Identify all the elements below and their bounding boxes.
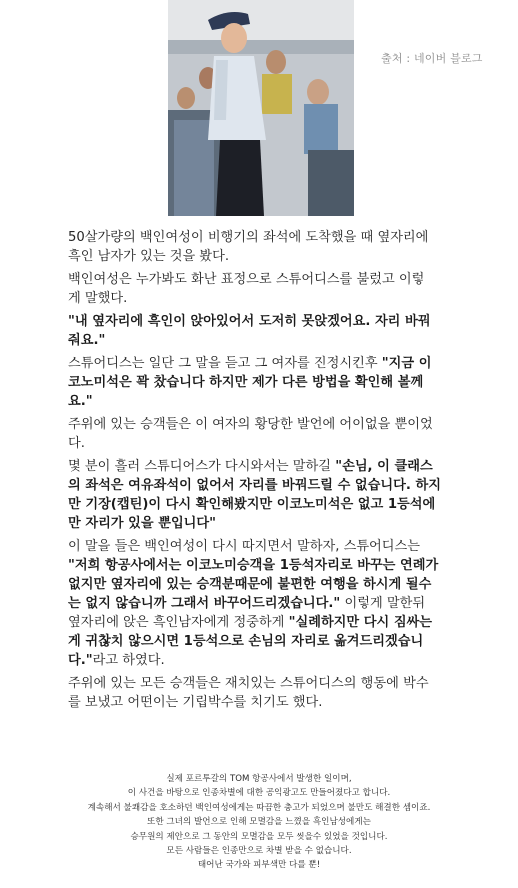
- story-line: 주위에 있는 승객들은 이 여자의 황당한 발언에 어이없을 뿐이었: [68, 417, 433, 432]
- story-quote: 코노미석은 꽉 찼습니다 하지만 제가 다른 방법을 확인해 볼께: [68, 375, 424, 390]
- story-quote: "실례하지만 다시 짐싸는: [288, 615, 433, 630]
- story-quote: 요.": [68, 394, 93, 409]
- story-quote: 없지만 옆자리에 있는 승객분때문에 불편한 여행을 하시게 될수: [68, 577, 432, 592]
- story-line: 이 말을 들은 백인여성이 다시 따지면서 말하자, 스튜어디스는: [68, 539, 421, 554]
- story-line: 흑인 남자가 있는 것을 봤다.: [68, 249, 230, 264]
- story-line: 주위에 있는 모든 승객들은 재치있는 스튜어디스의 행동에 박수: [68, 676, 429, 691]
- footer-note: [8, 772, 510, 873]
- story-line: 라고 하였다.: [92, 653, 165, 668]
- story-line: 몇 분이 흘러 스튜디어스가 다시와서는 말하길: [68, 459, 336, 474]
- story-quote: "지금 이: [381, 356, 432, 371]
- story-quote: "손님, 이 클래스: [335, 459, 433, 474]
- footer-line: 모든 사람들은 인종만으로 차별 받을 수 없습니다.: [166, 846, 352, 857]
- footer-line: 태어난 국가와 피부색만 다를 뿐!: [197, 860, 321, 871]
- story-line: 이렇게 말한뒤: [340, 596, 426, 611]
- story-paragraph: [68, 354, 502, 411]
- story-quote: 만 기장(캡틴)이 다시 확인해봤지만 이코노미석은 없고 1등석에: [68, 497, 436, 512]
- story-line: 를 보냈고 어떤이는 기립박수를 치기도 했다.: [68, 695, 323, 710]
- footer-line: 이 사건을 바탕으로 인종차별에 대한 공익광고도 만들어졌다고 합니다.: [127, 788, 391, 799]
- story-text: [68, 228, 502, 716]
- story-paragraph: [68, 228, 502, 266]
- story-quote: 줘요.": [68, 333, 106, 348]
- story-paragraph: [68, 312, 502, 350]
- story-quote: 만 자리가 있을 뿐입니다": [68, 516, 217, 531]
- story-quote: 다.": [68, 653, 93, 668]
- story-line: 게 말했다.: [68, 291, 128, 306]
- story-quote: 게 귀찮치 않으시면 1등석으로 손님의 자리로 옮겨드리겠습니: [68, 634, 424, 649]
- footer-line: 계속해서 불쾌감을 호소하던 백인여성에게는 따끔한 충고가 되었으며 불만도 해결한 셈이죠.: [87, 802, 431, 813]
- story-paragraph: [68, 270, 502, 308]
- footer-line: 또한 그녀의 발언으로 인해 모멸감을 느꼈을 흑인남성에게는: [147, 817, 371, 828]
- story-line: 50살가량의 백인여성이 비행기의 좌석에 도착했을 때 옆자리에: [68, 230, 429, 245]
- story-line: 백인여성은 누가봐도 화난 표정으로 스튜어디스를 불렀고 이렇: [68, 272, 425, 287]
- story-line: 옆자리에 앉은 흑인남자에게 정중하게: [68, 615, 289, 630]
- story-line: 다.: [68, 436, 85, 451]
- story-line: 스튜어디스는 일단 그 말을 듣고 그 여자를 진정시킨후: [68, 356, 382, 371]
- story-paragraph: [68, 415, 502, 453]
- story-quote: "내 옆자리에 흑인이 앉아있어서 도저히 못앉겠어요. 자리 바꿔: [68, 314, 431, 329]
- story-paragraph: [68, 457, 502, 533]
- story-quote: 의 좌석은 여유좌석이 없어서 자리를 바꿔드릴 수 없습니다. 하지: [68, 478, 441, 493]
- footer-line: 실제 포르투갈의 TOM 항공사에서 발생한 일이며,: [166, 774, 352, 784]
- story-quote: "저희 항공사에서는 이코노미승객을 1등석자리로 바꾸는 연례가: [68, 558, 439, 573]
- story-paragraph: [68, 537, 502, 670]
- footer-line: 승무원의 제안으로 그 동안의 모멸감을 모두 씻을수 있었을 것입니다.: [130, 831, 388, 842]
- flight-attendant-photo: [168, 0, 354, 216]
- story-quote: 는 없지 않습니까 그래서 바꾸어드리겠습니다.": [68, 596, 341, 611]
- story-paragraph: [68, 674, 502, 712]
- source-caption: 출처 : 네이버 블로그: [381, 52, 483, 65]
